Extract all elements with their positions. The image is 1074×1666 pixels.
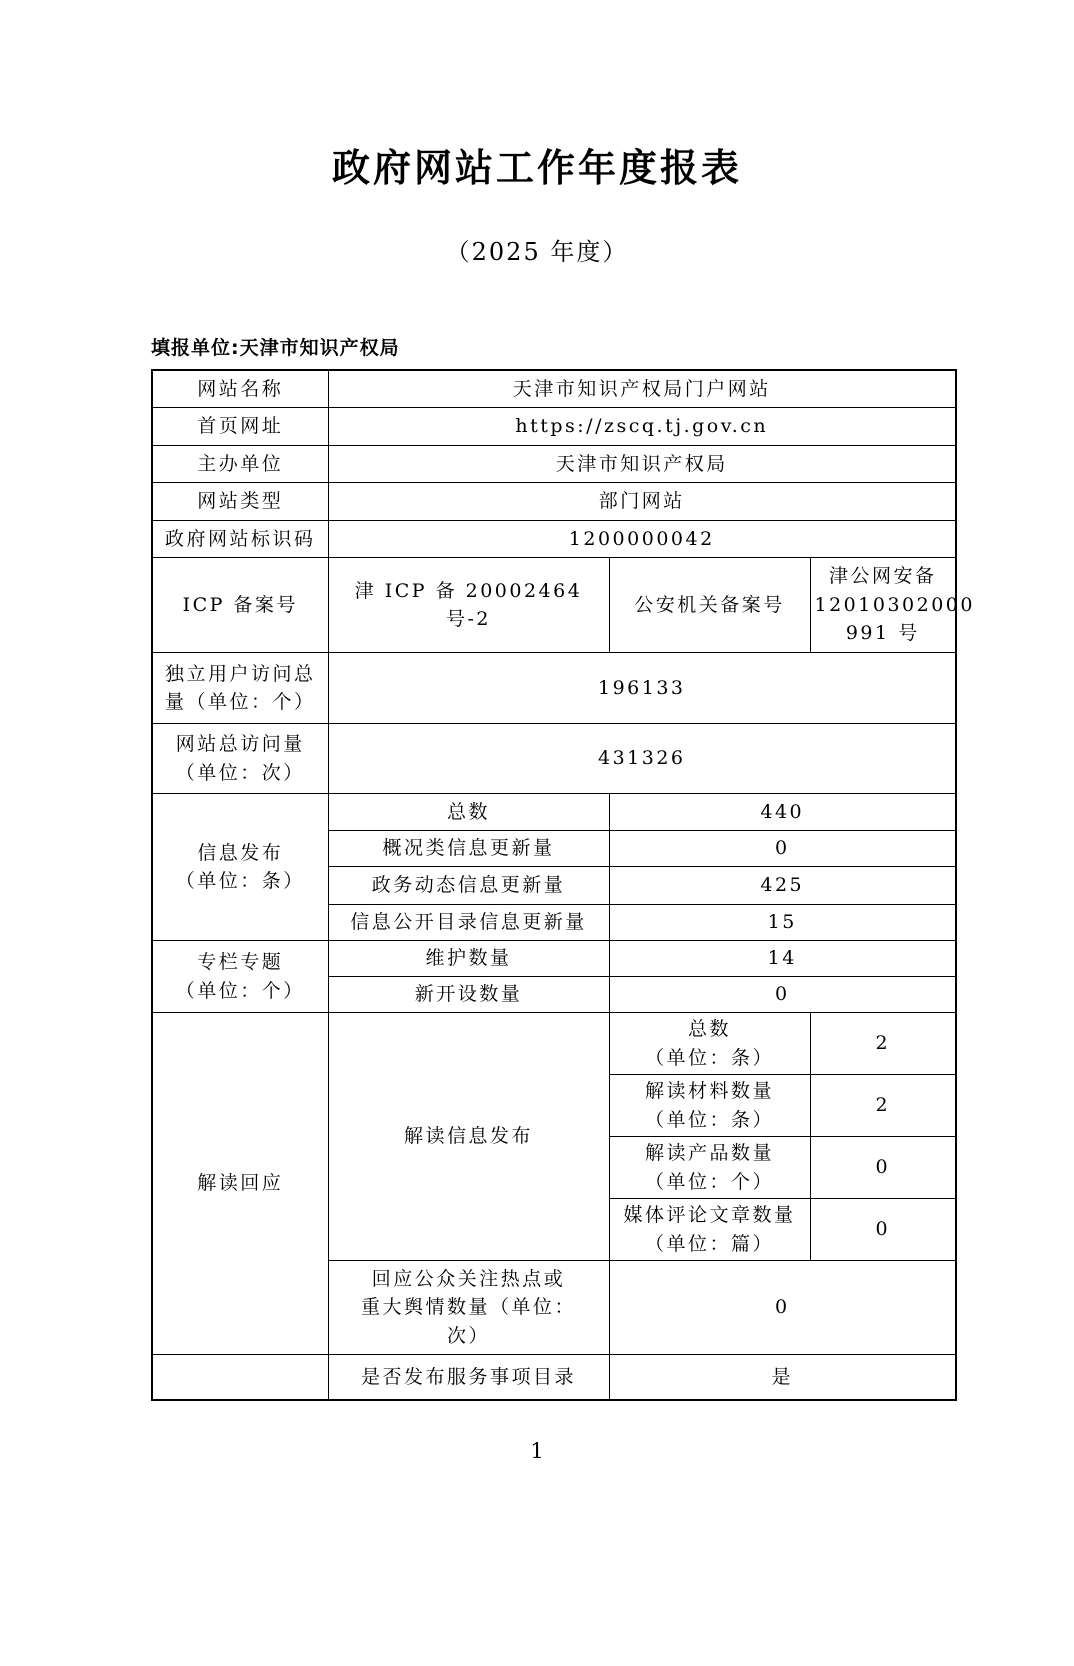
organizer-value: 天津市知识产权局	[328, 446, 956, 483]
police-record-label: 公安机关备案号	[609, 558, 810, 653]
columns-new-value: 0	[609, 977, 956, 1013]
page-number: 1	[530, 1438, 544, 1463]
table-row	[152, 1013, 956, 1075]
site-code-value: 1200000042	[328, 521, 956, 558]
table-row	[152, 521, 956, 558]
table-row	[152, 558, 956, 653]
interpretation-material-label: 解读材料数量 （单位：条）	[609, 1075, 810, 1137]
interpretation-product-value: 0	[810, 1137, 956, 1199]
hotspot-response-value: 0	[609, 1261, 956, 1355]
table-row	[152, 483, 956, 521]
interpretation-product-label: 解读产品数量 （单位：个）	[609, 1137, 810, 1199]
total-visits-value: 431326	[328, 724, 956, 794]
icp-label: ICP 备案号	[152, 558, 328, 653]
table-row	[152, 370, 956, 408]
interpretation-total-label: 总数 （单位：条）	[609, 1013, 810, 1075]
interpretation-group-label: 解读回应	[152, 1013, 328, 1355]
site-type-value: 部门网站	[328, 483, 956, 521]
table-row	[152, 941, 956, 977]
home-url-value: https://zscq.tj.gov.cn	[328, 408, 956, 446]
columns-maintained-value: 14	[609, 941, 956, 977]
total-visits-label: 网站总访问量 （单位：次）	[152, 724, 328, 794]
icp-value: 津 ICP 备 20002464 号-2	[328, 558, 609, 653]
report-table	[151, 369, 975, 1401]
hotspot-response-label: 回应公众关注热点或 重大舆情数量（单位： 次）	[328, 1261, 609, 1355]
interpretation-total-value: 2	[810, 1013, 956, 1075]
site-code-label: 政府网站标识码	[152, 521, 328, 558]
table-row	[152, 408, 956, 446]
interpretation-material-value: 2	[810, 1075, 956, 1137]
table-row	[152, 653, 956, 724]
page-subtitle: （2025 年度）	[445, 237, 629, 266]
table-row	[152, 446, 956, 483]
site-name-label: 网站名称	[152, 370, 328, 408]
site-name-value: 天津市知识产权局门户网站	[328, 370, 956, 408]
info-publish-dynamic-value: 425	[609, 867, 956, 905]
unique-visitors-value: 196133	[328, 653, 956, 724]
interpretation-publish-label: 解读信息发布	[328, 1013, 609, 1261]
info-publish-catalog-label: 信息公开目录信息更新量	[328, 905, 609, 941]
site-type-label: 网站类型	[152, 483, 328, 521]
police-record-value: 津公网安备 12010302000 991 号	[810, 558, 956, 653]
reporting-unit-label: 填报单位:天津市知识产权局	[151, 336, 400, 359]
columns-new-label: 新开设数量	[328, 977, 609, 1013]
interpretation-media-label: 媒体评论文章数量 （单位：篇）	[609, 1199, 810, 1261]
columns-maintained-label: 维护数量	[328, 941, 609, 977]
home-url-label: 首页网址	[152, 408, 328, 446]
interpretation-media-value: 0	[810, 1199, 956, 1261]
empty-cell	[152, 1355, 328, 1400]
service-catalog-value: 是	[609, 1355, 956, 1400]
columns-topics-group-label: 专栏专题 （单位：个）	[152, 941, 328, 1013]
info-publish-overview-value: 0	[609, 831, 956, 867]
unique-visitors-label: 独立用户访问总 量（单位：个）	[152, 653, 328, 724]
info-publish-dynamic-label: 政务动态信息更新量	[328, 867, 609, 905]
organizer-label: 主办单位	[152, 446, 328, 483]
info-publish-total-label: 总数	[328, 794, 609, 831]
table-row	[152, 794, 956, 831]
service-catalog-label: 是否发布服务事项目录	[328, 1355, 609, 1400]
info-publish-total-value: 440	[609, 794, 956, 831]
info-publish-overview-label: 概况类信息更新量	[328, 831, 609, 867]
table-row	[152, 1355, 956, 1400]
info-publish-catalog-value: 15	[609, 905, 956, 941]
page-title: 政府网站工作年度报表	[331, 146, 742, 190]
table-row	[152, 724, 956, 794]
info-publish-group-label: 信息发布 （单位：条）	[152, 794, 328, 941]
